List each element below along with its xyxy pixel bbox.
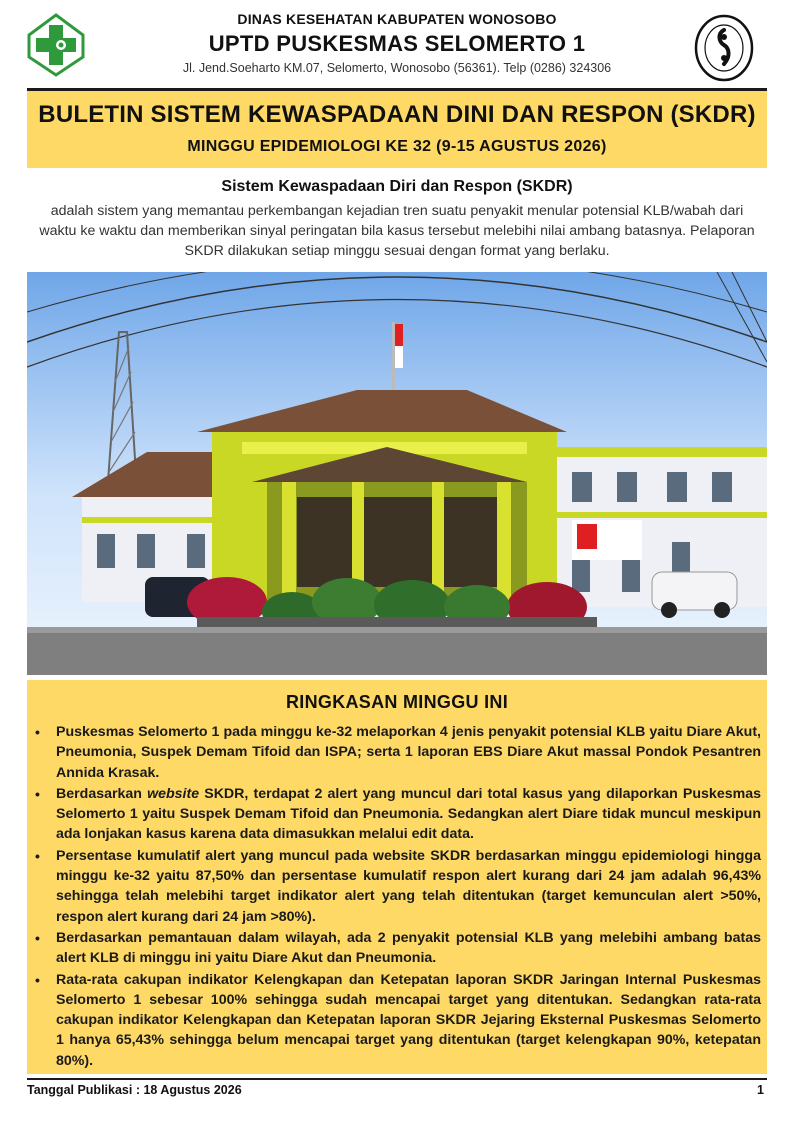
publication-date: Tanggal Publikasi : 18 Agustus 2026: [27, 1083, 242, 1097]
address: Jl. Jend.Soeharto KM.07, Selomerto, Wonosobo (56361). Telp (0286) 324306: [182, 61, 612, 75]
summary-item: • Rata-rata cakupan indikator Kelengkapan dan Ketepatan laporan SKDR Jaringan Internal Puskesmas Selomerto 1 sebesar 100% sehingga sudah mencapai target yang ditentukan. Sedangkan rata-rata cakupan indikator Kelengkapan dan Ketepatan laporan SKDR Jejaring Eksternal Puskesmas Selomerto 1 hanya 65,43% sehingga belum mencapai target yang ditentukan (target kelengkapan 90%, ketepatan 80%).: [56, 970, 761, 1071]
summary-list: [56, 722, 761, 1072]
puskesmas-building-photo: [27, 272, 767, 675]
summary-heading: RINGKASAN MINGGU INI: [286, 692, 508, 712]
intro-paragraph: adalah sistem yang memantau perkembangan kejadian tren suatu penyakit menular potensial KLB/wabah dari waktu ke waktu dan memberikan sinyal peringatan bila kasus tersebut melebihi nilai ambang batasnya. Pelaporan SKDR dilakukan setiap minggu sesuai dengan format yang berlaku.: [39, 203, 755, 259]
letterhead: [0, 0, 794, 88]
agency-name: DINAS KESEHATAN KABUPATEN WONOSOBO: [237, 11, 557, 27]
page-number: 1: [757, 1083, 764, 1097]
summary-item: • Puskesmas Selomerto 1 pada minggu ke-32 melaporkan 4 jenis penyakit potensial KLB yaitu Diare Akut, Pneumonia, Suspek Demam Tifoid dan ISPA; serta 1 laporan EBS Diare Akut massal Pondok Pesantren Annida Krasak.: [56, 722, 761, 783]
weekly-summary-panel: [27, 680, 767, 1074]
summary-item: • Berdasarkan website SKDR, terdapat 2 alert yang muncul dari total kasus yang dilaporkan Puskesmas Selomerto 1 yaitu Suspek Demam Tifoid dan Pneumonia. Sedangkan alert Diare tidak muncul meskipun ada lonjakan kasus karena data dimasukkan melalui edit data.: [56, 784, 761, 845]
bulletin-title: BULETIN SISTEM KEWASPADAAN DINI DAN RESPON (SKDR): [38, 101, 756, 128]
summary-item: • Persentase kumulatif alert yang muncul pada website SKDR berdasarkan minggu epidemiologi hingga minggu ke-32 yaitu 87,50% dan persentase kumulatif respon alert kurang dari 24 jam adalah 96,43% sehingga telah melebihi target indikator alert yang telah ditentukan (target kemunculan alert >50%, respon alert kurang dari 24 jam >80%).: [56, 846, 761, 927]
footer-divider: [27, 1078, 767, 1080]
surveilans-seal-icon: [692, 12, 756, 84]
summary-item: • Berdasarkan pemantauan dalam wilayah, ada 2 penyakit potensial KLB yang melebihi ambang batas alert KLB di minggu ini yaitu Diare Akut dan Pneumonia.: [56, 928, 761, 969]
unit-name: UPTD PUSKESMAS SELOMERTO 1: [208, 31, 586, 56]
intro-heading: Sistem Kewaspadaan Diri dan Respon (SKDR): [221, 178, 573, 195]
bulletin-title-band: [27, 88, 767, 168]
bulletin-subtitle: MINGGU EPIDEMIOLOGI KE 32 (9-15 AGUSTUS 2026): [187, 138, 607, 155]
